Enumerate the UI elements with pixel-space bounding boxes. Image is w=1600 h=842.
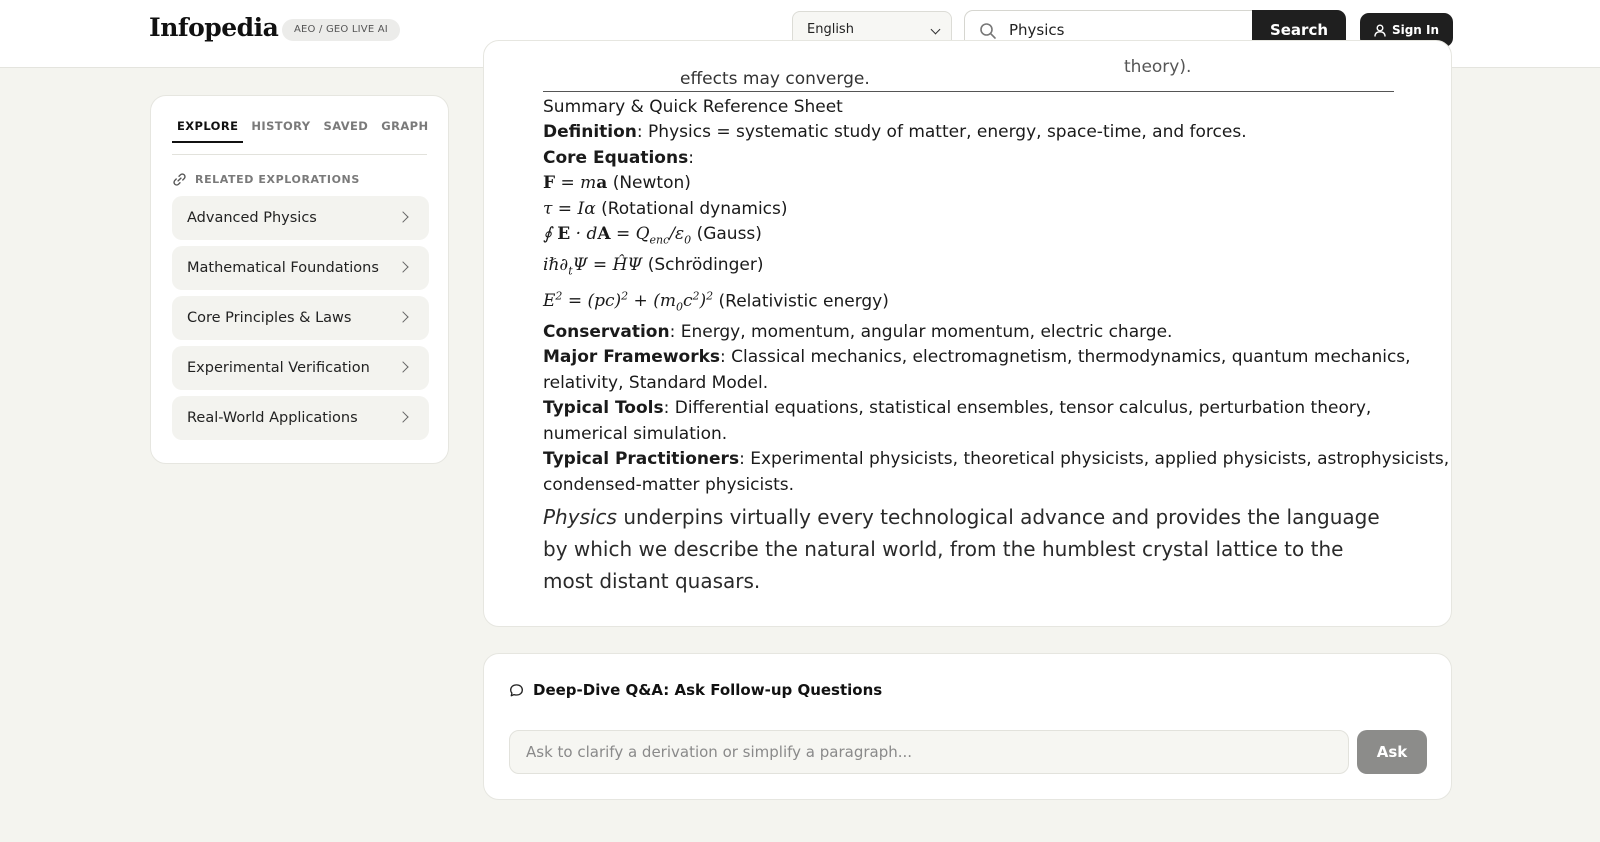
conservation-label: Conservation (543, 322, 670, 343)
practitioners-line-cont: condensed-matter physicists. (543, 474, 795, 495)
article-card (483, 40, 1452, 627)
table-cell-text: theory). (1124, 57, 1192, 77)
chat-bubble-icon (509, 683, 524, 698)
equation-note: (Relativistic energy) (718, 291, 889, 312)
tab-graph[interactable]: GRAPH (381, 119, 429, 133)
conservation-line (543, 320, 1394, 345)
chevron-right-icon (397, 411, 408, 422)
tabs-divider (172, 154, 427, 155)
search-button[interactable]: Search (1252, 10, 1346, 50)
definition-text: : Physics = systematic study of matter, energy, space-time, and forces. (636, 122, 1247, 143)
equation-note: (Gauss) (696, 224, 762, 245)
definition-line (543, 120, 1394, 145)
sign-in-label: Sign In (1391, 23, 1440, 37)
related-item-label: Real-World Applications (187, 410, 358, 426)
equation-formula: $E^2 = (pc)^2 + (m_0c^2)^2$ (543, 289, 714, 314)
equation-gauss (543, 222, 1394, 253)
practitioners-label: Typical Practitioners (543, 449, 740, 470)
related-item-mathematical-foundations[interactable] (172, 246, 429, 290)
sidebar (150, 95, 449, 464)
core-equations-colon: : (688, 147, 694, 168)
equation-relativistic (543, 284, 1394, 320)
tools-line (543, 396, 1394, 421)
equation-rotational (543, 197, 1394, 222)
tab-explore[interactable]: EXPLORE (172, 115, 243, 143)
related-item-label: Advanced Physics (187, 210, 317, 226)
sidebar-tabs (172, 115, 437, 143)
ask-button[interactable]: Ask (1357, 730, 1427, 774)
conservation-text: : Energy, momentum, angular momentum, electric charge. (669, 322, 1173, 343)
related-list (172, 196, 429, 446)
frameworks-text: : Classical mechanics, electromagnetism, thermodynamics, quantum mechanics, (720, 347, 1411, 368)
frameworks-line (543, 345, 1411, 370)
frameworks-line-cont: relativity, Standard Model. (543, 372, 769, 393)
chevron-down-icon (931, 25, 941, 35)
tools-line-cont: numerical simulation. (543, 423, 728, 444)
equation-note: (Newton) (612, 173, 691, 194)
table-cell-text: effects may converge. (680, 69, 870, 89)
related-item-core-principles[interactable] (172, 296, 429, 340)
tab-saved[interactable]: SAVED (323, 119, 369, 133)
equation-note: (Rotational dynamics) (601, 198, 788, 219)
definition-label: Definition (543, 122, 637, 143)
chevron-right-icon (397, 211, 408, 222)
qa-question-input[interactable] (509, 730, 1349, 774)
table-bottom-rule (543, 91, 1394, 92)
chevron-right-icon (397, 311, 408, 322)
chevron-right-icon (397, 361, 408, 372)
equation-newton (543, 171, 1394, 196)
related-item-label: Core Principles & Laws (187, 310, 352, 326)
closing-paragraph (543, 501, 1394, 597)
tools-label: Typical Tools (543, 398, 664, 419)
qa-card (483, 653, 1452, 800)
practitioners-line (543, 447, 1450, 472)
search-icon (979, 22, 997, 40)
link-icon (172, 172, 187, 187)
summary-section (543, 95, 1450, 597)
related-explorations-label: RELATED EXPLORATIONS (195, 173, 360, 186)
qa-heading-label: Deep-Dive Q&A: Ask Follow-up Questions (533, 681, 883, 699)
equation-schrodinger (543, 253, 1394, 284)
equation-formula: τ = Iα (543, 198, 596, 219)
equation-formula: $i\hbar\partial_t\Psi$ = ĤΨ (543, 254, 643, 278)
related-item-label: Experimental Verification (187, 360, 370, 376)
closing-italic: Physics (543, 504, 617, 529)
practitioners-text: : Experimental physicists, theoretical physicists, applied physicists, astrophysicists, (739, 449, 1450, 470)
site-logo[interactable]: Infopedia (149, 13, 279, 42)
frameworks-label: Major Frameworks (543, 347, 721, 368)
qa-heading (509, 681, 882, 699)
related-item-advanced-physics[interactable] (172, 196, 429, 240)
tools-text: : Differential equations, statistical ensembles, tensor calculus, perturbation theory, (663, 398, 1372, 419)
equation-note: (Schrödinger) (647, 254, 764, 275)
chevron-right-icon (397, 261, 408, 272)
article-scroll-area[interactable] (484, 57, 1453, 628)
summary-heading: Summary & Quick Reference Sheet (543, 97, 843, 117)
closing-text: underpins virtually every technological advance and provides the language by which we describe the natural world, from the humblest crystal lattice to the most distant quasars. (543, 504, 1380, 593)
user-icon (1374, 24, 1386, 37)
tab-history[interactable]: HISTORY (251, 119, 311, 133)
live-ai-badge: AEO / GEO LIVE AI (282, 19, 400, 41)
related-explorations-heading (172, 172, 360, 187)
core-equations-line (543, 146, 1394, 171)
equation-formula: F = ma (543, 173, 608, 194)
core-equations-label: Core Equations (543, 147, 689, 168)
related-item-real-world-applications[interactable] (172, 396, 429, 440)
language-select-value: English (807, 22, 854, 37)
equation-formula: ∮ E · dA = $Q_{enc}/\varepsilon_0$ (543, 224, 692, 247)
related-item-label: Mathematical Foundations (187, 260, 379, 276)
related-item-experimental-verification[interactable] (172, 346, 429, 390)
